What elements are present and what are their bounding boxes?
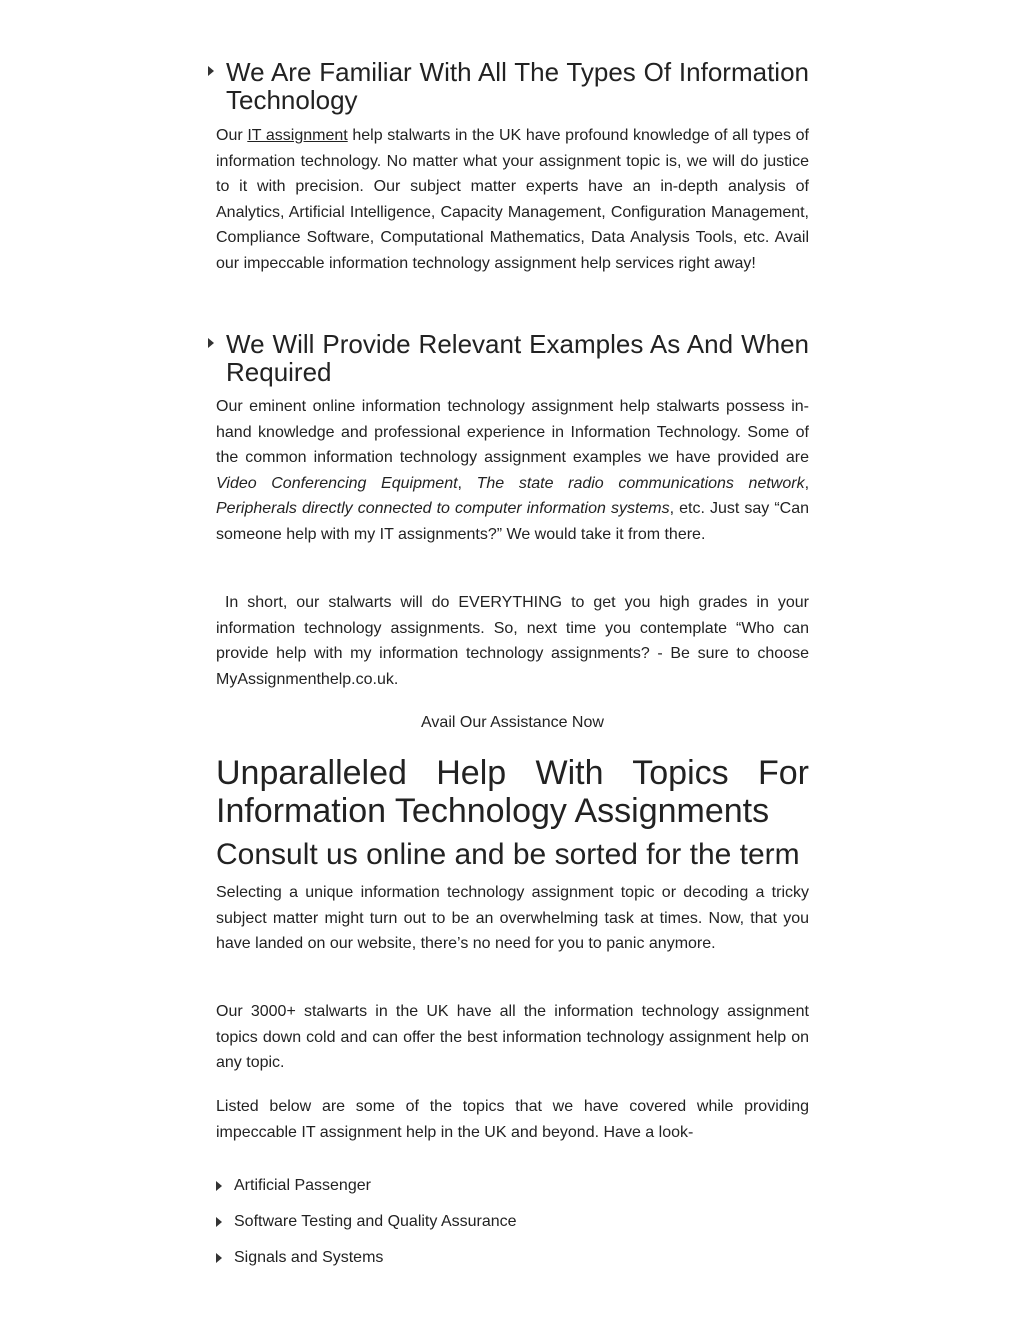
caret-right-icon bbox=[216, 1253, 234, 1263]
paragraph-selecting: Selecting a unique information technology assignment topic or decoding a tricky subject matter might turn out to be an overwhelming task at times. Now, that you have landed on our website, there’s no need for you to panic anymore. bbox=[216, 884, 809, 953]
it-assignment-link[interactable]: IT assignment bbox=[247, 127, 348, 144]
list-item: Artificial Passenger bbox=[216, 1175, 371, 1197]
caret-right-icon bbox=[216, 1181, 234, 1191]
paragraph-summary: In short, our stalwarts will do EVERYTHING to get you high grades in your information technology assignments. So, next time you contemplate “Who can provide help with my information technology assignments? - Be sure to choose MyAssignmenthelp.co.uk. bbox=[216, 594, 814, 688]
assistance-cta[interactable]: Avail Our Assistance Now bbox=[421, 714, 604, 731]
page-title: Unparalleled Help With Topics For Information Technology Assignments bbox=[216, 754, 809, 830]
caret-right-icon bbox=[208, 330, 226, 348]
heading-text: We Are Familiar With All The Types Of Information Technology bbox=[226, 57, 809, 115]
page-subtitle: Consult us online and be sorted for the term bbox=[216, 838, 800, 871]
section-heading-examples bbox=[216, 330, 809, 386]
paragraph-stalwarts: Our 3000+ stalwarts in the UK have all the information technology assignment topics down cold and can offer the best information technology assignment help on any topic. bbox=[216, 1003, 809, 1072]
caret-right-icon bbox=[216, 1217, 234, 1227]
paragraph-examples: Our eminent online information technology assignment help stalwarts possess in-hand knowledge and professional experience in Information Technology. Some of the common information technology assignment examples we have provided are Video Conferencing Equipment, The state radio communications network, Peripherals directly connected to computer information systems, etc. Just say “Can someone help with my IT assignments?” We would take it from there. bbox=[216, 398, 810, 543]
list-item: Signals and Systems bbox=[216, 1247, 383, 1269]
paragraph-listed: Listed below are some of the topics that we have covered while providing impeccable IT assignment help in the UK and beyond. Have a look- bbox=[216, 1098, 809, 1141]
caret-right-icon bbox=[208, 58, 226, 76]
list-item: Software Testing and Quality Assurance bbox=[216, 1211, 517, 1233]
section-heading-it-types bbox=[216, 58, 809, 114]
heading-text: We Will Provide Relevant Examples As And When Required bbox=[226, 329, 809, 387]
paragraph-it-types: Our IT assignment help stalwarts in the UK have profound knowledge of all types of information technology. No matter what your assignment topic is, we will do justice to it with precision. Our subject matter experts have an in-depth analysis of Analytics, Artificial Intelligence, Capacity Management, Configuration Management, Compliance Software, Computational Mathematics, Data Analysis Tools, etc. Avail our impeccable information technology assignment help services right away! bbox=[216, 127, 809, 272]
